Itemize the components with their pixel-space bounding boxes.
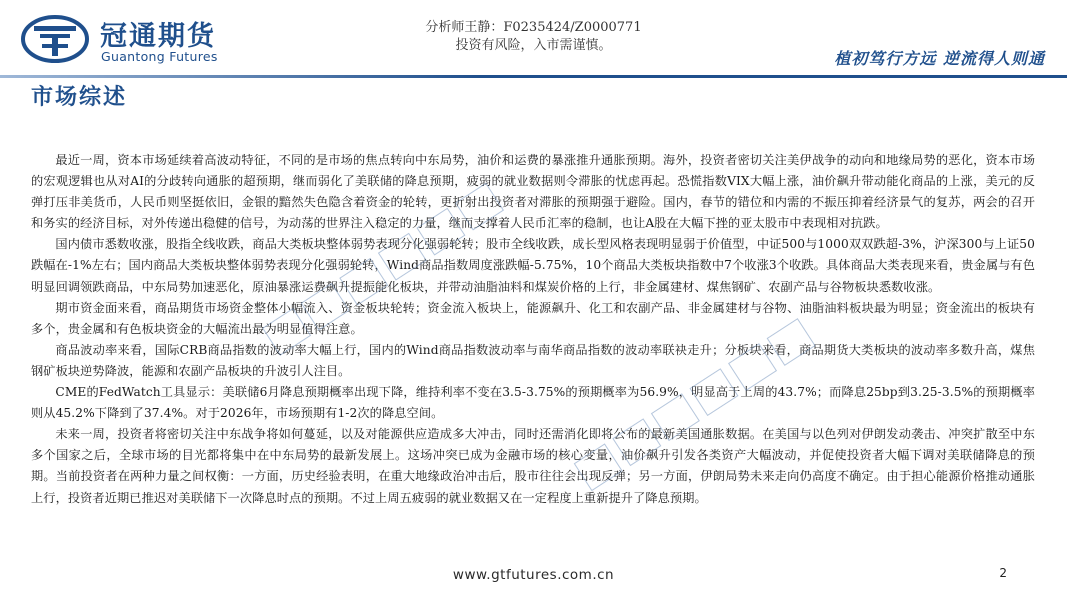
market-summary-body: [31, 150, 1035, 509]
brand-name-cn: 冠通期货: [100, 21, 216, 52]
paragraph-fedwatch: CME的FedWatch工具显示：美联储6月降息预期概率出现下降，维持利率不变在3.5-3.75%的预期概率为56.9%，明显高于上周的43.7%；而降息25bp到3.25-3.5%的预期概率则从45.2%下降到了37.4%。对于2026年，市场预期有1-2次的降息空间。: [31, 385, 1035, 421]
footer-website-link[interactable]: www.gtfutures.com.cn: [452, 567, 615, 583]
risk-notice: 投资有风险，入市需谨慎。: [455, 38, 612, 53]
calligraphy-slogan: 植初笃行方远 逆流得人则通: [834, 49, 1045, 68]
brand-name-en: Guantong Futures: [101, 49, 218, 64]
analyst-credential: 分析师王静：F0235424/Z0000771: [425, 20, 642, 35]
page-number: 2: [999, 566, 1007, 580]
paragraph-overview: 最近一周，资本市场延续着高波动特征，不同的是市场的焦点转向中东局势，油价和运费的暴涨推升通胀预期。海外，投资者密切关注美伊战争的动向和地缘局势的恶化，资本市场的宏观逻辑也从对AI的分歧转向通胀的超预期，继而弱化了美联储的降息预期，疲弱的就业数据则令滞胀的忧虑再起。恐慌指数VIX大幅上涨，油价飙升带动能化商品的上涨，美元的反弹打压非美货币，人民币则坚挺依旧，金银的黯然失色隐含着资金的轮转，更折射出投资者对滞胀的预期强于避险。国内，春节的错位和内需的不振压抑着经济景气的复苏，两会的召开和务实的经济目标，对外传递出稳健的信号，为动荡的世界注入稳定的力量，继而支撑着人民币汇率的稳制，也让A股在大幅下挫的亚太股市中表现相对抗跌。: [31, 153, 1035, 231]
paragraph-domestic-markets: 国内债市悉数收涨，股指全线收跌，商品大类板块整体弱势表现分化强弱轮转；股市全线收跌，成长型风格表现明显弱于价值型，中证500与1000双双跌超-3%，沪深300与上证50跌幅在-1%左右；国内商品大类板块整体弱势表现分化强弱轮转，Wind商品指数周度涨跌幅-5.75%，10个商品大类板块指数中7个收涨3个收跌。具体商品大类表现来看，贵金属与有色明显回调领跌商品，中东局势加速恶化，原油暴涨运费飙升提振能化板块，并带动油脂油料和煤炭价格的上行，非金属建材、煤焦钢矿、农副产品与谷物板块悉数收涨。: [31, 237, 1035, 294]
header-divider: [0, 75, 1067, 78]
section-title: 市场综述: [31, 85, 128, 110]
paragraph-outlook: 未来一周，投资者将密切关注中东战争将如何蔓延，以及对能源供应造成多大冲击，同时还需消化即将公布的最新美国通胀数据。在美国与以色列对伊朗发动袭击、冲突扩散至中东多个国家之后，全球市场的目光都将集中在中东局势的最新发展上。这场冲突已成为金融市场的核心变量，油价飙升引发各类资产大幅波动，并促使投资者大幅下调对美联储降息的预期。当前投资者在两种力量之间权衡：一方面，历史经验表明，在重大地缘政治冲击后，股市往往会出现反弹；另一方面，伊朗局势未来走向仍高度不确定。由于担心能源价格推动通胀上行，投资者近期已推迟对美联储下一次降息时点的预期。不过上周五疲弱的就业数据又在一定程度上重新提升了降息预期。: [31, 427, 1035, 505]
paragraph-fund-flows: 期市资金面来看，商品期货市场资金整体小幅流入、资金板块轮转；资金流入板块上，能源飙升、化工和农副产品、非金属建材与谷物、油脂油料板块最为明显；资金流出的板块有多个，贵金属和有色板块资金的大幅流出最为明显值得注意。: [31, 300, 1035, 336]
paragraph-volatility: 商品波动率来看，国际CRB商品指数的波动率大幅上行，国内的Wind商品指数波动率与南华商品指数的波动率联袂走升；分板块来看，商品期货大类板块的波动率多数升高，煤焦钢矿板块逆势降波，能源和农副产品板块的升波引人注目。: [31, 342, 1035, 378]
page-header: [0, 0, 1067, 78]
